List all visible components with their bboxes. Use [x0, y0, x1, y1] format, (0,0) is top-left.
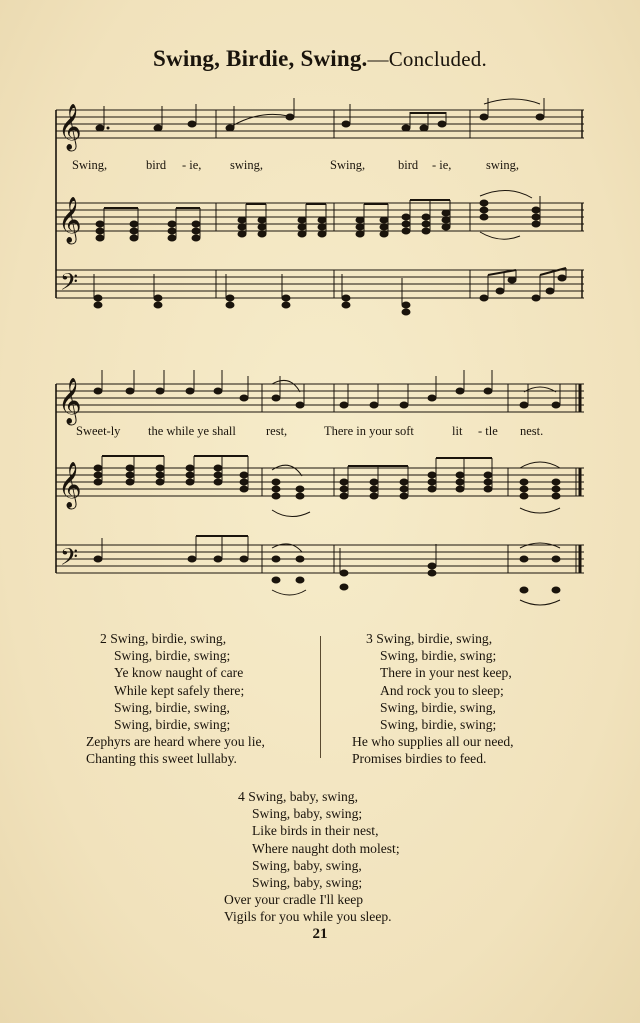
verse-divider	[320, 636, 321, 758]
svg-text:𝄢: 𝄢	[60, 268, 79, 301]
verse-line: Swing, birdie, swing,	[376, 631, 493, 646]
lyric-1-1: Swing,	[72, 158, 108, 172]
lyric-1-8: swing,	[486, 158, 519, 172]
verse-line: Where naught doth molest;	[252, 840, 400, 856]
lyric-2-5: lit	[452, 424, 463, 438]
lyric-2-2: the while ye shall	[148, 424, 236, 438]
lyric-1-3: - ie,	[182, 158, 202, 172]
verse-line: Like birds in their nest,	[252, 823, 379, 839]
song-title: Swing, Birdie, Swing.	[153, 46, 368, 71]
verse-line: Over your cradle I'll keep	[224, 892, 364, 908]
svg-text:𝄢: 𝄢	[60, 543, 79, 576]
verse-number: 3	[366, 631, 373, 646]
verse-line: Vigils for you while you sleep.	[224, 909, 392, 925]
verse-line: He who supplies all our need,	[352, 734, 514, 750]
verse-line: There in your nest keep,	[380, 665, 512, 681]
verse-line: Promises birdies to feed.	[352, 751, 487, 767]
clefs	[58, 104, 82, 576]
verse-number: 2	[100, 631, 107, 646]
verse-line: While kept safely there;	[114, 682, 245, 698]
lyric-2-4: There in your soft	[324, 424, 414, 438]
verse-line: Swing, birdie, swing;	[380, 717, 497, 733]
lyric-2-7: nest.	[520, 424, 544, 438]
lyric-1-4: swing,	[230, 158, 263, 172]
verse-line: Swing, baby, swing;	[252, 806, 363, 822]
svg-text:𝄞: 𝄞	[58, 104, 82, 150]
verse-number: 4	[238, 789, 245, 804]
verse-line: Swing, birdie, swing,	[110, 631, 227, 646]
verse-line: Swing, baby, swing,	[252, 857, 362, 873]
song-subtitle: —Concluded.	[367, 47, 487, 71]
verse-line: Swing, birdie, swing,	[380, 699, 496, 715]
lyric-1-6: bird	[398, 158, 419, 172]
verse-line: Ye know naught of care	[114, 665, 244, 681]
verse-line: Swing, baby, swing;	[252, 875, 363, 891]
lyric-2-1: Sweet-ly	[76, 424, 121, 438]
verse-line: Swing, birdie, swing;	[380, 648, 497, 664]
verse-2	[86, 630, 265, 768]
system-2-staves	[56, 384, 584, 573]
verse-3	[352, 630, 514, 768]
notes-system-1	[94, 98, 566, 605]
verse-line: Zephyrs are heard where you lie,	[86, 734, 265, 750]
lyric-1-7: - ie,	[432, 158, 452, 172]
page-number: 21	[312, 926, 328, 942]
svg-text:𝄞: 𝄞	[58, 197, 82, 243]
lyric-2-3: rest,	[266, 424, 288, 438]
verse-line: Swing, baby, swing,	[248, 789, 358, 804]
verse-line: Chanting this sweet lullaby.	[86, 751, 237, 767]
svg-text:𝄞: 𝄞	[58, 378, 82, 424]
lyric-1-5: Swing,	[330, 158, 366, 172]
lyric-2-6: - tle	[478, 424, 498, 438]
verse-line: And rock you to sleep;	[380, 682, 504, 698]
verse-line: Swing, birdie, swing;	[114, 717, 231, 733]
lyric-1-2: bird	[146, 158, 167, 172]
svg-text:𝄞: 𝄞	[58, 462, 82, 508]
verse-4	[222, 788, 400, 926]
verse-line: Swing, birdie, swing;	[114, 648, 231, 664]
verse-line: Swing, birdie, swing,	[114, 699, 230, 715]
